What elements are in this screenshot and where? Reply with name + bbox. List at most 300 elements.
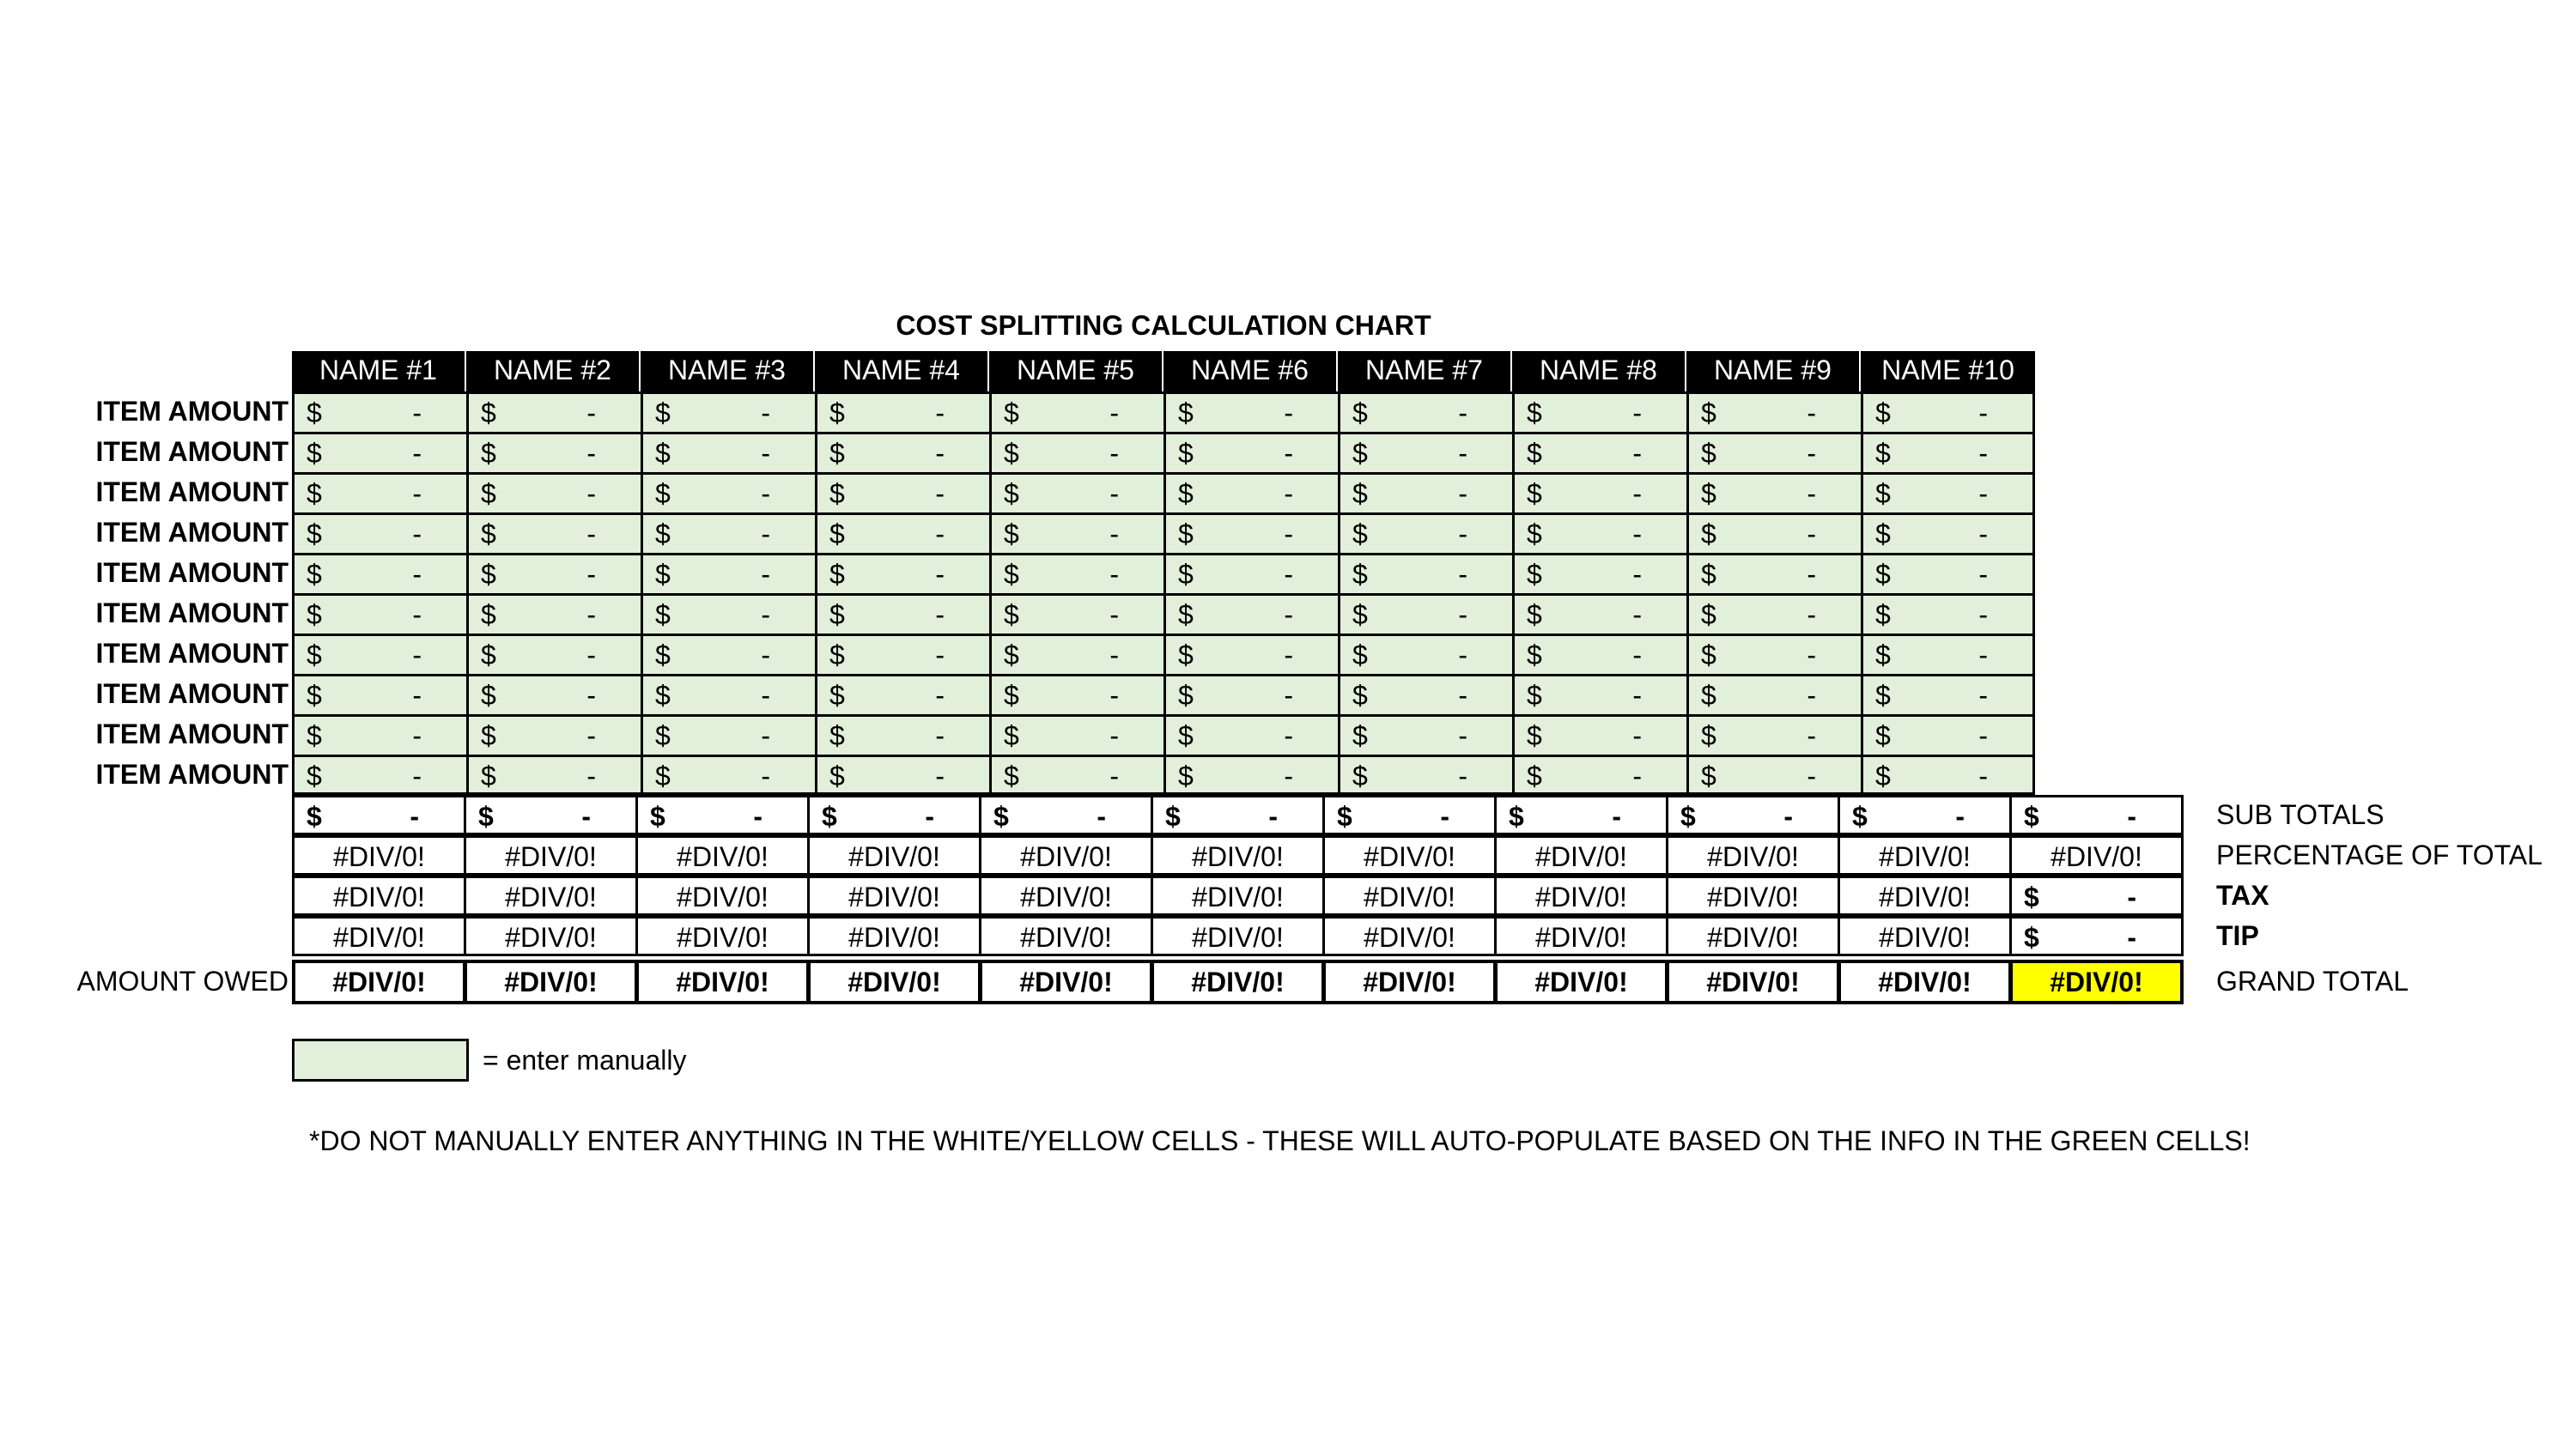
currency-symbol: $ bbox=[481, 559, 496, 590]
column-header-3: NAME #3 bbox=[641, 351, 815, 391]
item-amount-input[interactable] bbox=[466, 674, 641, 714]
currency-symbol: $ bbox=[307, 720, 322, 751]
cell-value: - bbox=[1978, 680, 1988, 711]
tax-cell: #DIV/0! bbox=[807, 876, 981, 916]
cell-value: - bbox=[1109, 599, 1119, 630]
item-amount-input[interactable] bbox=[815, 432, 989, 472]
item-row bbox=[292, 432, 2035, 472]
item-amount-input[interactable] bbox=[1512, 553, 1686, 593]
currency-symbol: $ bbox=[1004, 478, 1019, 509]
cell-value: - bbox=[1109, 559, 1119, 590]
currency-symbol: $ bbox=[1527, 680, 1542, 711]
column-header-8: NAME #8 bbox=[1512, 351, 1686, 391]
tip-cell: #DIV/0! bbox=[292, 916, 466, 956]
cell-value: - bbox=[412, 518, 422, 549]
item-amount-input[interactable] bbox=[292, 593, 466, 634]
item-amount-input[interactable] bbox=[1686, 472, 1861, 512]
currency-symbol: $ bbox=[1701, 720, 1716, 751]
item-amount-input[interactable] bbox=[1861, 755, 2035, 795]
amount-owed-label: AMOUNT OWED bbox=[76, 966, 289, 997]
currency-symbol: $ bbox=[1004, 680, 1019, 711]
sheet-title: COST SPLITTING CALCULATION CHART bbox=[896, 310, 1431, 341]
currency-symbol: $ bbox=[481, 397, 496, 428]
item-amount-input[interactable] bbox=[989, 674, 1163, 714]
currency-symbol: $ bbox=[1527, 478, 1542, 509]
cell-value: - bbox=[2127, 801, 2136, 832]
item-amount-input[interactable] bbox=[1163, 674, 1338, 714]
item-amount-input[interactable] bbox=[815, 391, 989, 432]
item-amount-input[interactable] bbox=[989, 391, 1163, 432]
cell-value: - bbox=[1807, 640, 1816, 670]
currency-symbol: $ bbox=[1337, 801, 1352, 832]
percentage-total-cell: #DIV/0! bbox=[2009, 835, 2184, 876]
subtotal-cell bbox=[979, 795, 1153, 835]
item-amount-input[interactable] bbox=[466, 593, 641, 634]
item-amount-input[interactable] bbox=[1686, 512, 1861, 553]
item-amount-input[interactable] bbox=[466, 755, 641, 795]
currency-symbol: $ bbox=[1527, 559, 1542, 590]
currency-symbol: $ bbox=[1352, 438, 1368, 469]
item-row bbox=[292, 593, 2035, 634]
amount-owed-cell: #DIV/0! bbox=[1838, 960, 2012, 1004]
item-amount-label: ITEM AMOUNT bbox=[95, 597, 289, 628]
item-amount-input[interactable] bbox=[1338, 674, 1512, 714]
currency-symbol: $ bbox=[1165, 801, 1181, 832]
item-amount-input[interactable] bbox=[641, 553, 815, 593]
currency-symbol: $ bbox=[307, 761, 322, 791]
currency-symbol: $ bbox=[1352, 720, 1368, 751]
cell-value: - bbox=[1632, 680, 1642, 711]
grand-total-row bbox=[292, 960, 2181, 1004]
cell-value: - bbox=[925, 801, 934, 832]
item-amount-input[interactable] bbox=[641, 391, 815, 432]
tip-cell: #DIV/0! bbox=[979, 916, 1153, 956]
cell-value: - bbox=[1632, 518, 1642, 549]
item-amount-label: ITEM AMOUNT bbox=[95, 517, 289, 548]
currency-symbol: $ bbox=[1178, 478, 1194, 509]
cell-value: - bbox=[1978, 559, 1988, 590]
item-amount-input[interactable] bbox=[1861, 634, 2035, 674]
currency-symbol: $ bbox=[1875, 680, 1891, 711]
item-amount-input[interactable] bbox=[641, 714, 815, 755]
cell-value: - bbox=[586, 680, 596, 711]
currency-symbol: $ bbox=[2024, 801, 2039, 832]
currency-symbol: $ bbox=[829, 680, 845, 711]
cell-value: - bbox=[412, 720, 422, 751]
cell-value: - bbox=[1632, 640, 1642, 670]
cell-value: - bbox=[761, 518, 770, 549]
item-amount-input[interactable] bbox=[1686, 432, 1861, 472]
item-row bbox=[292, 553, 2035, 593]
percentage-cell: #DIV/0! bbox=[1838, 835, 2012, 876]
item-amount-input[interactable] bbox=[1338, 553, 1512, 593]
item-amount-input[interactable] bbox=[1338, 714, 1512, 755]
currency-symbol: $ bbox=[1178, 720, 1194, 751]
currency-symbol: $ bbox=[1004, 518, 1019, 549]
cell-value: - bbox=[1978, 518, 1988, 549]
item-amount-input[interactable] bbox=[989, 432, 1163, 472]
item-amount-input[interactable] bbox=[292, 714, 466, 755]
cell-value: - bbox=[412, 559, 422, 590]
currency-symbol: $ bbox=[307, 397, 322, 428]
item-amount-input[interactable] bbox=[815, 634, 989, 674]
item-amount-input[interactable] bbox=[815, 674, 989, 714]
subtotal-cell bbox=[1322, 795, 1497, 835]
tax-cell: #DIV/0! bbox=[979, 876, 1153, 916]
item-amount-input[interactable] bbox=[292, 755, 466, 795]
cell-value: - bbox=[1284, 478, 1293, 509]
item-amount-input[interactable] bbox=[1512, 674, 1686, 714]
item-amount-input[interactable] bbox=[1686, 391, 1861, 432]
tax-cell: #DIV/0! bbox=[1666, 876, 1840, 916]
item-amount-input[interactable] bbox=[989, 714, 1163, 755]
item-amount-input[interactable] bbox=[1861, 472, 2035, 512]
currency-symbol: $ bbox=[1527, 397, 1542, 428]
item-amount-input[interactable] bbox=[466, 432, 641, 472]
currency-symbol: $ bbox=[1875, 518, 1891, 549]
tax-row bbox=[292, 876, 2181, 916]
currency-symbol: $ bbox=[1004, 640, 1019, 670]
item-amount-input[interactable] bbox=[641, 432, 815, 472]
item-amount-input[interactable] bbox=[1163, 472, 1338, 512]
item-amount-input[interactable] bbox=[1861, 674, 2035, 714]
cell-value: - bbox=[586, 761, 596, 791]
currency-symbol: $ bbox=[1875, 599, 1891, 630]
currency-symbol: $ bbox=[1004, 438, 1019, 469]
currency-symbol: $ bbox=[829, 518, 845, 549]
item-amount-input[interactable] bbox=[1512, 634, 1686, 674]
item-amount-input[interactable] bbox=[815, 472, 989, 512]
cell-value: - bbox=[586, 438, 596, 469]
item-amount-input[interactable] bbox=[1163, 714, 1338, 755]
item-amount-label: ITEM AMOUNT bbox=[95, 759, 289, 790]
cell-value: - bbox=[1978, 640, 1988, 670]
cell-value: - bbox=[1109, 478, 1119, 509]
item-amount-input[interactable] bbox=[1686, 553, 1861, 593]
item-amount-input[interactable] bbox=[815, 593, 989, 634]
amount-owed-cell: #DIV/0! bbox=[1666, 960, 1840, 1004]
cell-value: - bbox=[1458, 478, 1467, 509]
currency-symbol: $ bbox=[1178, 559, 1194, 590]
percentage-cell: #DIV/0! bbox=[807, 835, 981, 876]
item-amount-input[interactable] bbox=[641, 674, 815, 714]
cell-value: - bbox=[761, 559, 770, 590]
cell-value: - bbox=[2127, 882, 2136, 912]
subtotal-label: SUB TOTALS bbox=[2216, 799, 2385, 830]
currency-symbol: $ bbox=[481, 640, 496, 670]
cell-value: - bbox=[586, 640, 596, 670]
currency-symbol: $ bbox=[1527, 438, 1542, 469]
cell-value: - bbox=[1284, 599, 1293, 630]
tax-total-input[interactable] bbox=[2009, 876, 2184, 916]
item-amount-input[interactable] bbox=[1686, 674, 1861, 714]
currency-symbol: $ bbox=[481, 599, 496, 630]
cell-value: - bbox=[1109, 640, 1119, 670]
item-amount-input[interactable] bbox=[1163, 391, 1338, 432]
item-amount-input[interactable] bbox=[292, 634, 466, 674]
currency-symbol: $ bbox=[1527, 518, 1542, 549]
grand-total-label: GRAND TOTAL bbox=[2216, 966, 2409, 997]
currency-symbol: $ bbox=[655, 720, 671, 751]
item-amount-input[interactable] bbox=[641, 472, 815, 512]
currency-symbol: $ bbox=[1178, 438, 1194, 469]
item-amount-input[interactable] bbox=[1686, 634, 1861, 674]
item-amount-input[interactable] bbox=[1512, 432, 1686, 472]
currency-symbol: $ bbox=[1875, 438, 1891, 469]
currency-symbol: $ bbox=[1701, 438, 1716, 469]
cell-value: - bbox=[761, 761, 770, 791]
tip-cell: #DIV/0! bbox=[1322, 916, 1497, 956]
cell-value: - bbox=[935, 599, 945, 630]
item-amount-input[interactable] bbox=[989, 755, 1163, 795]
cell-value: - bbox=[1268, 801, 1278, 832]
cell-value: - bbox=[761, 478, 770, 509]
currency-symbol: $ bbox=[1178, 680, 1194, 711]
cell-value: - bbox=[1284, 397, 1293, 428]
tip-cell: #DIV/0! bbox=[1666, 916, 1840, 956]
cell-value: - bbox=[412, 761, 422, 791]
cell-value: - bbox=[586, 599, 596, 630]
currency-symbol: $ bbox=[655, 438, 671, 469]
item-amount-input[interactable] bbox=[1163, 593, 1338, 634]
cell-value: - bbox=[761, 680, 770, 711]
currency-symbol: $ bbox=[481, 680, 496, 711]
currency-symbol: $ bbox=[307, 680, 322, 711]
item-amount-input[interactable] bbox=[641, 512, 815, 553]
currency-symbol: $ bbox=[1178, 518, 1194, 549]
percentage-cell: #DIV/0! bbox=[1151, 835, 1325, 876]
cell-value: - bbox=[1612, 801, 1621, 832]
amount-owed-cell: #DIV/0! bbox=[635, 960, 810, 1004]
item-amount-input[interactable] bbox=[1163, 634, 1338, 674]
item-amount-input[interactable] bbox=[466, 472, 641, 512]
item-amount-input[interactable] bbox=[1512, 472, 1686, 512]
item-amount-input[interactable] bbox=[1163, 553, 1338, 593]
cell-value: - bbox=[1458, 640, 1467, 670]
currency-symbol: $ bbox=[1004, 397, 1019, 428]
cell-value: - bbox=[1284, 720, 1293, 751]
cell-value: - bbox=[1284, 680, 1293, 711]
cell-value: - bbox=[935, 720, 945, 751]
cell-value: - bbox=[1109, 720, 1119, 751]
item-amount-input[interactable] bbox=[466, 391, 641, 432]
subtotal-cell bbox=[807, 795, 981, 835]
cell-value: - bbox=[1978, 599, 1988, 630]
currency-symbol: $ bbox=[307, 599, 322, 630]
currency-symbol: $ bbox=[478, 801, 494, 832]
cell-value: - bbox=[1632, 599, 1642, 630]
header-row bbox=[292, 351, 2035, 391]
item-amount-input[interactable] bbox=[292, 553, 466, 593]
item-amount-input[interactable] bbox=[815, 714, 989, 755]
item-amount-label: ITEM AMOUNT bbox=[95, 436, 289, 467]
amount-owed-cell: #DIV/0! bbox=[1151, 960, 1325, 1004]
currency-symbol: $ bbox=[481, 720, 496, 751]
cell-value: - bbox=[1109, 397, 1119, 428]
item-amount-input[interactable] bbox=[989, 472, 1163, 512]
currency-symbol: $ bbox=[307, 559, 322, 590]
cell-value: - bbox=[1978, 761, 1988, 791]
cell-value: - bbox=[1109, 761, 1119, 791]
item-amount-input[interactable] bbox=[1861, 512, 2035, 553]
cell-value: - bbox=[412, 599, 422, 630]
cell-value: - bbox=[1109, 518, 1119, 549]
currency-symbol: $ bbox=[307, 801, 322, 832]
item-amount-input[interactable] bbox=[466, 634, 641, 674]
cell-value: - bbox=[761, 438, 770, 469]
cell-value: - bbox=[761, 720, 770, 751]
item-amount-input[interactable] bbox=[292, 432, 466, 472]
tip-cell: #DIV/0! bbox=[464, 916, 638, 956]
item-amount-input[interactable] bbox=[1512, 593, 1686, 634]
percentage-cell: #DIV/0! bbox=[635, 835, 810, 876]
currency-symbol: $ bbox=[655, 478, 671, 509]
cell-value: - bbox=[935, 640, 945, 670]
item-amount-label: ITEM AMOUNT bbox=[95, 718, 289, 749]
subtotal-row bbox=[292, 795, 2181, 835]
cell-value: - bbox=[1807, 720, 1816, 751]
item-amount-input[interactable] bbox=[1338, 432, 1512, 472]
currency-symbol: $ bbox=[307, 438, 322, 469]
item-amount-input[interactable] bbox=[1163, 512, 1338, 553]
item-amount-input[interactable] bbox=[989, 512, 1163, 553]
cell-value: - bbox=[412, 680, 422, 711]
column-header-5: NAME #5 bbox=[989, 351, 1163, 391]
currency-symbol: $ bbox=[1875, 478, 1891, 509]
cell-value: - bbox=[1978, 720, 1988, 751]
currency-symbol: $ bbox=[829, 720, 845, 751]
item-amount-input[interactable] bbox=[989, 634, 1163, 674]
item-amount-input[interactable] bbox=[292, 472, 466, 512]
item-amount-input[interactable] bbox=[815, 553, 989, 593]
column-header-2: NAME #2 bbox=[466, 351, 641, 391]
item-amount-input[interactable] bbox=[1686, 755, 1861, 795]
item-amount-input[interactable] bbox=[989, 593, 1163, 634]
currency-symbol: $ bbox=[655, 599, 671, 630]
cell-value: - bbox=[935, 478, 945, 509]
currency-symbol: $ bbox=[1875, 559, 1891, 590]
item-amount-input[interactable] bbox=[292, 512, 466, 553]
tip-label: TIP bbox=[2216, 920, 2259, 951]
currency-symbol: $ bbox=[655, 761, 671, 791]
tip-row bbox=[292, 916, 2181, 956]
item-amount-input[interactable] bbox=[1686, 714, 1861, 755]
cell-value: - bbox=[1284, 438, 1293, 469]
currency-symbol: $ bbox=[2024, 882, 2039, 912]
currency-symbol: $ bbox=[1178, 761, 1194, 791]
cell-value: - bbox=[1807, 761, 1816, 791]
amount-owed-cell: #DIV/0! bbox=[464, 960, 638, 1004]
item-amount-input[interactable] bbox=[466, 553, 641, 593]
currency-symbol: $ bbox=[1352, 599, 1368, 630]
item-amount-input[interactable] bbox=[1512, 755, 1686, 795]
item-amount-input[interactable] bbox=[466, 714, 641, 755]
item-amount-label: ITEM AMOUNT bbox=[95, 476, 289, 507]
item-amount-input[interactable] bbox=[1338, 593, 1512, 634]
currency-symbol: $ bbox=[993, 801, 1009, 832]
cell-value: - bbox=[761, 397, 770, 428]
currency-symbol: $ bbox=[1004, 720, 1019, 751]
item-row bbox=[292, 512, 2035, 553]
item-amount-input[interactable] bbox=[1338, 755, 1512, 795]
currency-symbol: $ bbox=[1352, 397, 1368, 428]
item-amount-input[interactable] bbox=[1861, 391, 2035, 432]
item-amount-input[interactable] bbox=[641, 634, 815, 674]
cell-value: - bbox=[1458, 397, 1467, 428]
currency-symbol: $ bbox=[1352, 518, 1368, 549]
item-amount-input[interactable] bbox=[1861, 432, 2035, 472]
cell-value: - bbox=[753, 801, 762, 832]
currency-symbol: $ bbox=[1875, 640, 1891, 670]
item-amount-input[interactable] bbox=[1338, 512, 1512, 553]
currency-symbol: $ bbox=[829, 478, 845, 509]
item-amount-input[interactable] bbox=[1512, 512, 1686, 553]
cell-value: - bbox=[935, 397, 945, 428]
item-amount-input[interactable] bbox=[1861, 593, 2035, 634]
cell-value: - bbox=[1807, 518, 1816, 549]
amount-owed-cell: #DIV/0! bbox=[292, 960, 466, 1004]
item-amount-input[interactable] bbox=[1338, 472, 1512, 512]
currency-symbol: $ bbox=[1701, 680, 1716, 711]
legend-label: = enter manually bbox=[483, 1045, 687, 1076]
subtotal-cell bbox=[464, 795, 638, 835]
amount-owed-cell: #DIV/0! bbox=[807, 960, 981, 1004]
item-amount-input[interactable] bbox=[1338, 634, 1512, 674]
item-amount-input[interactable] bbox=[641, 593, 815, 634]
item-amount-input[interactable] bbox=[1163, 432, 1338, 472]
item-amount-input[interactable] bbox=[292, 391, 466, 432]
tip-total-input[interactable] bbox=[2009, 916, 2184, 956]
currency-symbol: $ bbox=[1701, 761, 1716, 791]
cell-value: - bbox=[1458, 761, 1467, 791]
cell-value: - bbox=[2127, 922, 2136, 953]
item-amount-label: ITEM AMOUNT bbox=[95, 396, 289, 427]
item-amount-input[interactable] bbox=[1338, 391, 1512, 432]
cell-value: - bbox=[586, 518, 596, 549]
tax-label: TAX bbox=[2216, 880, 2269, 911]
cell-value: - bbox=[586, 478, 596, 509]
item-amount-input[interactable] bbox=[466, 512, 641, 553]
item-amount-input[interactable] bbox=[815, 755, 989, 795]
item-amount-label: ITEM AMOUNT bbox=[95, 638, 289, 669]
cell-value: - bbox=[1458, 438, 1467, 469]
cell-value: - bbox=[586, 559, 596, 590]
currency-symbol: $ bbox=[481, 478, 496, 509]
cell-value: - bbox=[581, 801, 591, 832]
item-amount-input[interactable] bbox=[641, 755, 815, 795]
currency-symbol: $ bbox=[1527, 640, 1542, 670]
item-amount-input[interactable] bbox=[1861, 553, 2035, 593]
item-amount-input[interactable] bbox=[1686, 593, 1861, 634]
currency-symbol: $ bbox=[481, 438, 496, 469]
legend-swatch bbox=[292, 1039, 469, 1082]
item-amount-input[interactable] bbox=[989, 553, 1163, 593]
item-amount-input[interactable] bbox=[815, 512, 989, 553]
item-amount-input[interactable] bbox=[1861, 714, 2035, 755]
cell-value: - bbox=[1807, 680, 1816, 711]
currency-symbol: $ bbox=[829, 559, 845, 590]
currency-symbol: $ bbox=[1701, 518, 1716, 549]
item-amount-input[interactable] bbox=[1163, 755, 1338, 795]
subtotal-cell bbox=[635, 795, 810, 835]
item-amount-input[interactable] bbox=[1512, 714, 1686, 755]
currency-symbol: $ bbox=[655, 640, 671, 670]
item-amount-input[interactable] bbox=[1512, 391, 1686, 432]
tip-cell: #DIV/0! bbox=[807, 916, 981, 956]
item-amount-input[interactable] bbox=[292, 674, 466, 714]
currency-symbol: $ bbox=[481, 518, 496, 549]
cell-value: - bbox=[1284, 518, 1293, 549]
